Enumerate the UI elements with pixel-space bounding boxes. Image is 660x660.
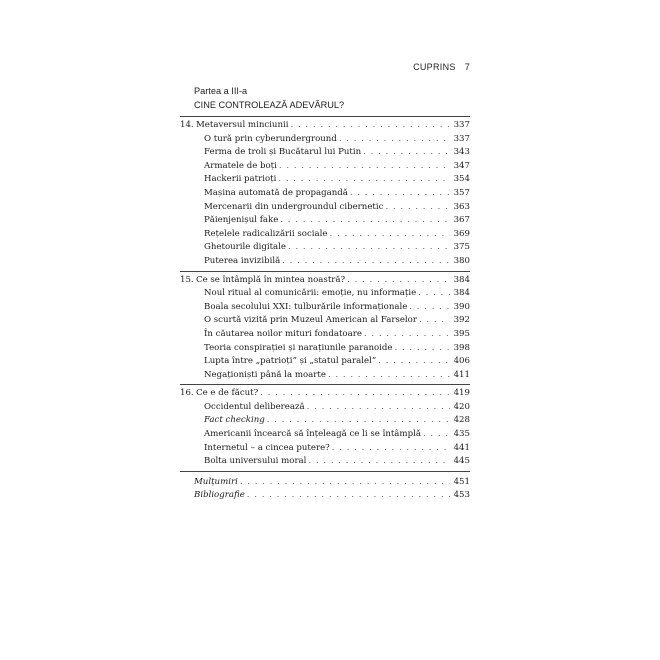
entry-page: 395 <box>453 328 470 339</box>
toc-entry <box>180 442 470 456</box>
entry-title: Mulțumiri <box>194 476 238 487</box>
entry-title: Bibliografie <box>194 490 245 501</box>
dot-leader <box>260 387 450 401</box>
entry-page: 375 <box>453 242 470 253</box>
entry-title: O scurtă vizită prin Muzeul American al Farselor <box>204 315 417 326</box>
toc-entry <box>180 414 470 428</box>
entry-page: 411 <box>453 369 470 380</box>
toc-entry <box>180 173 470 187</box>
chapter-row <box>180 274 470 288</box>
chapter-page: 384 <box>453 274 470 285</box>
entry-page: 428 <box>453 415 470 426</box>
toc-entry <box>180 228 470 242</box>
part-label: Partea a III-a <box>194 86 248 96</box>
toc-entry <box>180 214 470 228</box>
entry-page: 435 <box>453 429 470 440</box>
chapter-14 <box>180 117 470 271</box>
entry-title: Boala secolului XXI: tulburările informaționale <box>204 301 408 312</box>
entry-page: 390 <box>453 301 470 312</box>
entry-title: Fact checking <box>204 415 265 426</box>
chapter-15 <box>180 272 470 385</box>
entry-page: 354 <box>453 174 470 185</box>
entry-title: Americanii încearcă să înțeleagă ce li se întâmplă <box>204 429 421 440</box>
entry-page: 369 <box>453 228 470 239</box>
entry-title: Bolta universului moral <box>204 456 307 467</box>
toc-entry <box>180 489 470 503</box>
entry-page: 453 <box>453 490 470 501</box>
entry-title: Ghetourile digitale <box>204 242 286 253</box>
chapter-page: 419 <box>453 388 470 399</box>
entry-page: 445 <box>453 456 470 467</box>
toc-entry <box>180 342 470 356</box>
toc-entry <box>180 133 470 147</box>
entry-page: 347 <box>453 160 470 171</box>
entry-title: Internetul – a cincea putere? <box>204 442 330 453</box>
chapter-title: Ce se întâmplă în mintea noastră? <box>196 274 346 285</box>
toc-entry <box>180 160 470 174</box>
chapter-number: 14. <box>180 120 194 130</box>
entry-title: Negaționiști până la moarte <box>204 369 326 380</box>
toc-entry <box>180 355 470 369</box>
toc-entry <box>180 255 470 269</box>
toc-entry <box>180 146 470 160</box>
table-of-contents <box>180 116 470 505</box>
part-title: CINE CONTROLEAZĂ ADEVĂRUL? <box>194 100 345 110</box>
chapter-page: 337 <box>453 120 470 130</box>
entry-title: Occidentul deliberează <box>204 401 305 412</box>
toc-entry <box>180 428 470 442</box>
toc-entry <box>180 455 470 469</box>
entry-title: Rețelele radicalizării sociale <box>204 228 328 239</box>
chapter-row <box>180 119 470 133</box>
dot-leader <box>347 274 450 288</box>
entry-title: Ferma de troli și Bucătarul lui Putin <box>204 147 362 158</box>
toc-entry <box>180 187 470 201</box>
entry-page: 392 <box>453 315 470 326</box>
toc-entry <box>180 301 470 315</box>
toc-entry <box>180 476 470 490</box>
toc-entry <box>180 241 470 255</box>
entry-page: 343 <box>453 147 470 158</box>
entry-page: 451 <box>453 476 470 487</box>
part-heading <box>194 84 344 112</box>
entry-page: 420 <box>453 401 470 412</box>
entry-title: Lupta între „patrioți” și „statul paralel” <box>204 356 377 367</box>
chapter-number: 16. <box>180 388 194 399</box>
entry-title: Noul ritual al comunicării: emoție, nu informație <box>204 288 417 299</box>
entry-page: 398 <box>453 342 470 353</box>
chapter-title: Ce e de făcut? <box>196 388 259 399</box>
chapter-16 <box>180 385 470 471</box>
chapter-number: 15. <box>180 274 194 285</box>
entry-title: Puterea invizibilă <box>204 255 281 266</box>
toc-entry <box>180 369 470 383</box>
entry-title: Mașina automată de propagandă <box>204 187 348 198</box>
entry-page: 384 <box>453 288 470 299</box>
entry-page: 380 <box>453 255 470 266</box>
entry-page: 441 <box>453 442 470 453</box>
entry-title: Armatele de boți <box>204 160 277 171</box>
back-matter <box>180 472 470 505</box>
running-header <box>413 62 470 72</box>
dot-leader <box>291 119 451 133</box>
header-page-number: 7 <box>464 62 470 72</box>
entry-title: Hackerii patrioți <box>204 174 277 185</box>
entry-title: Păienjenișul fake <box>204 215 279 226</box>
entry-page: 357 <box>453 187 470 198</box>
toc-entry <box>180 201 470 215</box>
chapter-title: Metaversul minciunii <box>196 120 289 130</box>
entry-title: O tură prin cyberunderground <box>204 133 337 144</box>
header-title: CUPRINS <box>413 62 456 72</box>
entry-title: În căutarea noilor mituri fondatoare <box>204 328 362 339</box>
entry-title: Mercenarii din undergroundul cibernetic <box>204 201 384 212</box>
entry-page: 363 <box>453 201 470 212</box>
entry-title: Teoria conspirației și narațiunile paranoide <box>204 342 393 353</box>
toc-entry <box>180 287 470 301</box>
entry-page: 367 <box>453 215 470 226</box>
toc-entry <box>180 328 470 342</box>
entry-page: 337 <box>453 133 470 144</box>
toc-entry <box>180 401 470 415</box>
toc-entry <box>180 314 470 328</box>
chapter-row <box>180 387 470 401</box>
entry-page: 406 <box>453 356 470 367</box>
